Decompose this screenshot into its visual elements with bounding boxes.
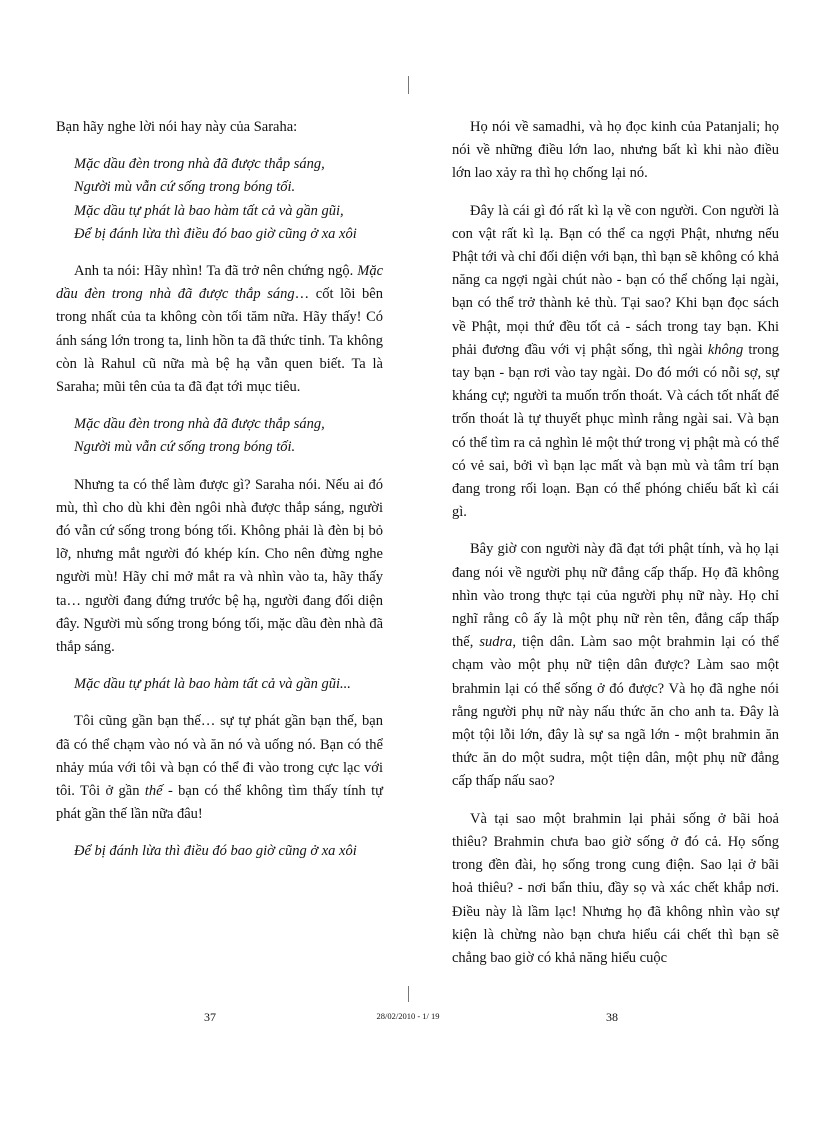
- verse-line: Mặc dầu tự phát là bao hàm tất cả và gần gũi,: [74, 202, 344, 219]
- paragraph: [56, 260, 383, 399]
- verse-line: Người mù vẫn cứ sống trong bóng tối.: [74, 439, 296, 456]
- verse-line: Để bị đánh lừa thì điều đó bao giờ cũng ở xa xôi: [74, 225, 357, 242]
- paragraph: [452, 538, 779, 793]
- emphasis-text: sudra: [479, 634, 513, 651]
- verse-block: [56, 840, 383, 863]
- print-date-stamp: 28/02/2010 - 1/ 19: [376, 1011, 440, 1021]
- text-run: trong tay bạn - bạn rơi vào tay ngài. Do đó mới có nỗi sợ, sự kháng cự; người ta muốn trốn thoát. Và cách tốt nhất để trốn thoát là tự thuyết phục mình rằng ngài sai. Và bạn có thể tìm ra cả nghìn lẻ một thứ trong vị phật mà có thể có vẻ sai, bởi vì bạn lạc mất và bạn mù và tâm trí bạn đang trong rối loạn. Bạn có thể phóng chiếu bất kì cái gì.: [452, 341, 780, 521]
- text-run: Đây là cái gì đó rất kì lạ về con người. Con người là con vật rất kì lạ. Bạn có thể ca ngợi Phật, nhưng nếu Phật tới và chỉ đối diện với bạn, thì bạn sẽ không có khả năng ca ngợi ngài chút nào - bạn có thể chống lại ngài, bạn có thể trở thành kẻ thù. Tại sao? Khi bạn đọc sách về Phật, mọi thứ đều tốt cả - sách trong tay bạn. Khi phải đương đầu với vị phật sống, thì ngài: [452, 202, 779, 358]
- paragraph: Và tại sao một brahmin lại phải sống ở bãi hoả thiêu? Brahmin chưa bao giờ sống ở đó cả. Họ sống trong đền đài, họ sống trong cung điện. Sao lại ở bãi hoả thiêu? - nơi bẩn thỉu, đầy sọ và xác chết khắp nơi. Điều này là lầm lạc! Nhưng họ đã không nhìn vào sự kiện là chừng nào bạn chưa hiểu cái chết thì bạn sẽ chẳng bao giờ có khả năng hiểu cuộc: [452, 810, 779, 966]
- text-run: Bây giờ con người này đã đạt tới phật tính, và họ lại đang nói về người phụ nữ đẳng cấp thấp. Họ đã không nhìn vào trong thực tại của người phụ nữ này. Họ chỉ nghĩ rằng cô ấy là một phụ nữ rèn tên, đẳng cấp thấp thế,: [452, 541, 779, 651]
- left-page-column: [56, 116, 383, 878]
- text-run: Anh ta nói: Hãy nhìn! Ta đã trở nên chứng ngộ.: [74, 263, 358, 280]
- paragraph: [452, 200, 779, 525]
- verse-block: [56, 153, 383, 246]
- page-number-right: 38: [606, 1010, 618, 1024]
- verse-block: [56, 673, 383, 696]
- verse-line: Để bị đánh lừa thì điều đó bao giờ cũng ở xa xôi: [74, 843, 357, 860]
- verse-line: Mặc dầu tự phát là bao hàm tất cả và gần gũi...: [74, 676, 351, 693]
- right-page-column: [452, 116, 779, 984]
- verse-line: Người mù vẫn cứ sống trong bóng tối.: [74, 179, 296, 196]
- emphasis-text: không: [707, 341, 744, 358]
- text-run: Tôi cũng gần bạn thế… sự tự phát gần bạn thế, bạn đã có thể chạm vào nó và ăn nó và uống nó. Bạn có thể nhảy múa với tôi và bạn có thể đi vào trong cực lạc với tôi. Tôi ở gần: [56, 713, 383, 800]
- text-run: - bạn có thể không tìm thấy tính tự phát gần thế lần nữa đâu!: [56, 783, 383, 823]
- paragraph: Bạn hãy nghe lời nói hay này của Saraha:: [56, 119, 298, 135]
- paragraph: Nhưng ta có thể làm được gì? Saraha nói. Nếu ai đó mù, thì cho dù khi đèn ngôi nhà được thắp sáng, người đó vẫn cứ sống trong bóng tối. Không phải là đèn bị bỏ lỡ, nhưng mắt người đó khép kín. Cho nên đừng nghe người mù! Hãy chỉ mở mắt ra và nhìn vào ta, hãy thấy ta… người đang đứng trước bệ hạ, người đang đối diện đây. Người mù sống trong bóng tối, mặc dầu đèn nhà đã thắp sáng.: [56, 476, 383, 656]
- fold-mark-bottom: [408, 986, 409, 1002]
- emphasis-text: Mặc dầu đèn trong nhà đã được thắp sáng: [56, 263, 383, 303]
- paragraph: Họ nói về samadhi, và họ đọc kinh của Patanjali; họ nói về những điều lớn lao, nhưng bất kì khi nào điều lớn lao xảy ra thì họ chống lại nó.: [452, 119, 779, 182]
- text-run: , tiện dân. Làm sao một brahmin lại có thể chạm vào một phụ nữ tiện dân được? Làm sao một brahmin lại có thể sống ở đó được? Và họ đã nghe nói rằng người phụ nữ này nấu thức ăn cho anh ta. Đây là một tội lỗi lớn, đây là sự sa ngã lớn - một brahmin ăn thức ăn do một sudra, một tiện dân, một phụ nữ đẳng cấp thấp nấu sao?: [452, 634, 779, 790]
- page-number-left: 37: [204, 1010, 216, 1024]
- verse-block: [56, 413, 383, 459]
- verse-line: Mặc dầu đèn trong nhà đã được thắp sáng,: [74, 156, 325, 173]
- paragraph: [56, 710, 383, 826]
- text-run: … cốt lõi bên trong nhất của ta không còn tối tăm nữa. Hãy thấy! Có ánh sáng lớn trong ta, linh hồn ta đã thức tỉnh. Ta không còn là Rahul cũ nữa mà bệ hạ vẫn quen biết. Ta là Saraha; mũi tên của ta đã đạt tới mục tiêu.: [56, 286, 383, 396]
- verse-line: Mặc dầu đèn trong nhà đã được thắp sáng,: [74, 416, 325, 433]
- fold-mark-top: [408, 76, 409, 94]
- emphasis-text: thế: [144, 783, 163, 800]
